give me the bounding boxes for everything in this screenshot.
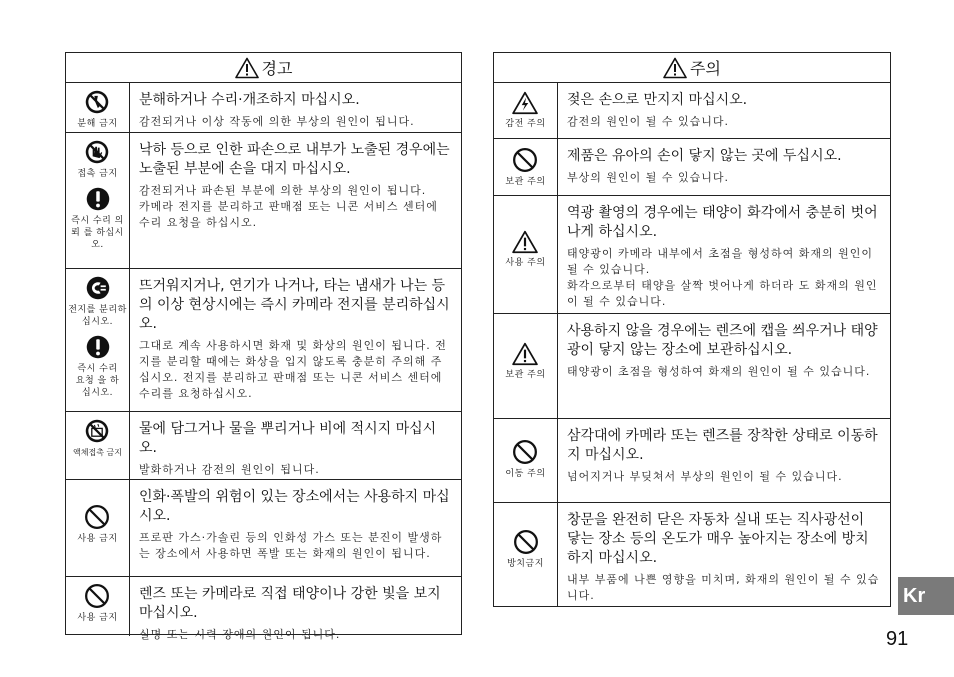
row-body: 태양광이 초점을 형성하여 화재의 원인이 될 수 있습니다. — [567, 365, 871, 378]
warning-row — [66, 577, 461, 641]
prohibited-icon — [84, 583, 110, 609]
row-title: 분해하거나 수리·개조하지 마십시오. — [139, 92, 360, 108]
row-body: 부상의 원인이 될 수 있습니다. — [567, 171, 729, 184]
remove-plug-icon — [85, 275, 111, 301]
prohibited-icon — [512, 439, 538, 465]
icon-label: 보관 주의 — [505, 370, 546, 380]
warning-row — [66, 269, 461, 412]
caution-row — [494, 83, 890, 139]
row-body: 감전되거나 파손된 부분에 의한 부상의 원인이 됩니다. — [139, 184, 427, 197]
warning-triangle-icon — [512, 342, 538, 366]
row-title: 사용하지 않을 경우에는 렌즈에 캡을 씌우거나 태양광이 닿지 않는 장소에 보관하십시오. — [567, 323, 878, 358]
exclamation-icon — [85, 186, 111, 212]
row-body: 화각으로부터 태양을 살짝 벗어나게 하더라 도 화재의 원인이 될 수 있습니다. — [567, 279, 878, 308]
row-title: 인화·폭발의 위험이 있는 장소에서는 사용하지 마십시오. — [139, 489, 450, 524]
row-title: 렌즈 또는 카메라로 직접 태양이나 강한 빛을 보지 마십시오. — [139, 586, 441, 621]
prohibited-icon — [512, 147, 538, 173]
warning-header-label: 경고 — [261, 59, 293, 78]
row-body: 프로판 가스·가솔린 등의 인화성 가스 또는 분진이 발생하는 장소에서 사용하면 폭발 또는 화재의 원인이 됩니다. — [139, 531, 443, 560]
language-tab: Kr — [898, 577, 954, 615]
icon-label: 이동 주의 — [505, 469, 546, 479]
warning-row — [66, 412, 461, 480]
row-body: 태양광이 카메라 내부에서 초점을 형성하여 화재의 원인이 될 수 있습니다. — [567, 247, 874, 276]
row-body: 발화하거나 감전의 원인이 됩니다. — [139, 463, 320, 476]
prohibited-icon — [513, 529, 539, 555]
icon-label: 사용 주의 — [505, 258, 546, 268]
icon-label: 감전 주의 — [505, 119, 546, 129]
icon-label: 액체접촉 금지 — [73, 448, 122, 457]
caution-row — [494, 503, 890, 606]
warning-table — [65, 52, 462, 641]
row-body: 그대로 계속 사용하시면 화재 및 화상의 원인이 됩니다. 전지를 분리할 때에는 화상을 입지 않도록 충분히 주의해 주십시오. 전지를 분리하고 판매점 또는 니콘 서비스 센터에 수리를 요청하십시오. — [139, 339, 447, 400]
row-title: 낙하 등으로 인한 파손으로 내부가 노출된 경우에는 노출된 부분에 손을 대지 마십시오. — [139, 142, 450, 177]
row-body: 카메라 전지를 분리하고 판매점 또는 니콘 서비스 센터에 수리 요청을 하십시오. — [139, 200, 438, 229]
caution-row — [494, 139, 890, 196]
warning-row — [66, 133, 461, 269]
row-body: 감전되거나 이상 작동에 의한 부상의 원인이 됩니다. — [139, 115, 415, 128]
icon-label: 접촉 금지 — [77, 169, 118, 179]
caution-header — [494, 53, 890, 83]
icon-label: 사용 금지 — [77, 534, 118, 544]
no-touch-icon — [84, 139, 110, 165]
row-body: 넘어지거나 부딪쳐서 부상의 원인이 될 수 있습니다. — [567, 470, 843, 483]
row-title: 창문을 완전히 닫은 자동차 실내 또는 직사광선이 닿는 장소 등의 온도가 매우 높아지는 장소에 방치하지 마십시오. — [567, 512, 869, 566]
warning-triangle-icon — [512, 230, 538, 254]
exclamation-icon — [85, 334, 111, 360]
warning-header — [66, 53, 461, 83]
prohibited-icon — [84, 504, 110, 530]
caution-header-label: 주의 — [690, 59, 721, 78]
row-title: 역광 촬영의 경우에는 태양이 화각에서 충분히 벗어나게 하십시오. — [567, 205, 878, 240]
row-title: 젖은 손으로 만지지 마십시오. — [567, 92, 748, 108]
caution-row — [494, 419, 890, 503]
icon-label: 즉시 수리 의뢰 를 하십시오. — [71, 216, 124, 250]
row-title: 제품은 유아의 손이 닿지 않는 곳에 두십시오. — [567, 148, 842, 164]
row-body: 내부 부품에 나쁜 영향을 미치며, 화재의 원인이 될 수 있습니다. — [567, 573, 880, 602]
icon-label: 전지를 분리하십시오. — [68, 305, 127, 327]
warning-triangle-icon — [663, 57, 687, 79]
icon-label: 보관 주의 — [505, 177, 546, 187]
row-title: 삼각대에 카메라 또는 렌즈를 장착한 상태로 이동하지 마십시오. — [567, 428, 878, 463]
warning-row — [66, 480, 461, 577]
icon-label: 사용 금지 — [77, 613, 118, 623]
row-body: 실명 또는 시력 장애의 원인이 됩니다. — [139, 628, 341, 641]
warning-triangle-icon — [235, 57, 259, 79]
electric-hazard-icon — [512, 91, 538, 115]
no-disassembly-icon — [84, 89, 110, 115]
page-number: 91 — [886, 628, 909, 650]
icon-label: 즉시 수리 요청 을 하 십시오. — [75, 364, 120, 398]
no-liquid-icon — [84, 418, 110, 444]
caution-row — [494, 196, 890, 314]
row-body: 감전의 원인이 될 수 있습니다. — [567, 115, 729, 128]
icon-label: 방치금지 — [507, 559, 544, 569]
icon-label: 분해 금지 — [77, 119, 118, 129]
row-title: 뜨거워지거나, 연기가 나거나, 타는 냄새가 나는 등의 이상 현상시에는 즉시 카메라 전지를 분리하십시오. — [139, 278, 450, 332]
row-title: 물에 담그거나 물을 뿌리거나 비에 적시지 마십시오. — [139, 421, 437, 456]
caution-table — [493, 52, 891, 607]
caution-row — [494, 314, 890, 419]
warning-row — [66, 83, 461, 133]
